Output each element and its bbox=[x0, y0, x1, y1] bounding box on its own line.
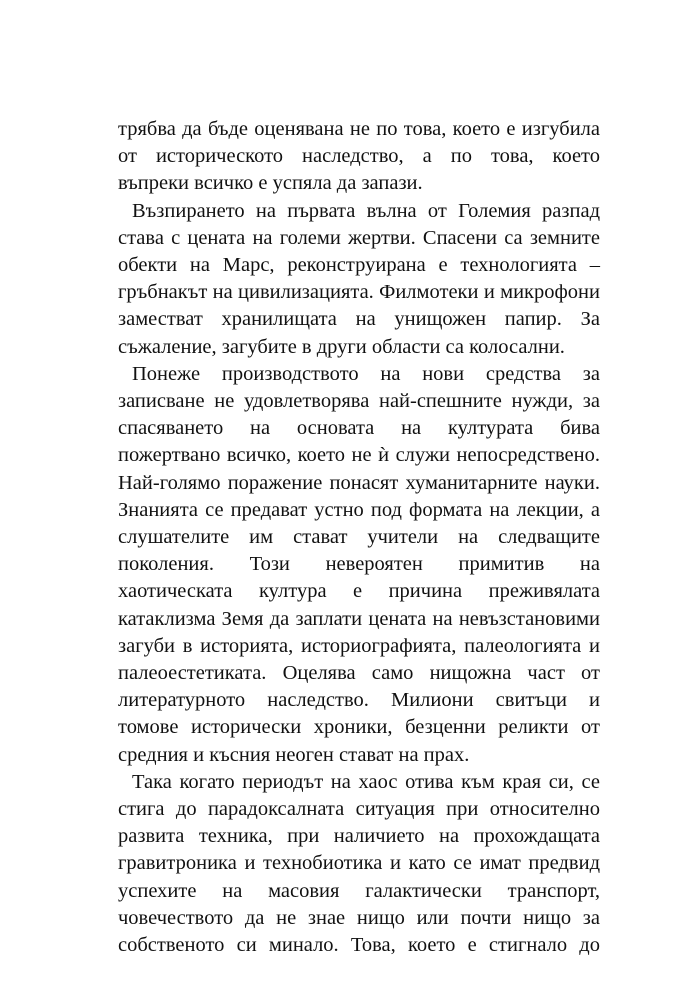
text-line: хаотическата култура е причина преживялата bbox=[118, 580, 600, 603]
text-line: гръбнакът на цивилизацията. Филмотеки и микрофони bbox=[118, 281, 600, 304]
text-line: трябва да бъде оценявана не по това, което е изгубила bbox=[118, 118, 600, 140]
text-line: въпреки всичко е успяла да запази. bbox=[118, 172, 423, 195]
text-line: пожертвано всичко, което не ѝ служи непосредствено. bbox=[118, 444, 600, 467]
text-line: катаклизма Земя да заплати цената на невъзстановими bbox=[118, 607, 600, 630]
text-line: палеоестетиката. Оцелява само нищожна част от bbox=[118, 662, 600, 685]
text-line: спасяването на основата на културата бива bbox=[118, 417, 600, 440]
text-line: човечеството да не знае нищо или почти нищо за bbox=[118, 906, 600, 929]
text-line: заместват хранилищата на унищожен папир. За bbox=[118, 308, 600, 331]
text-line: развита техника, при наличието на прохождащата bbox=[118, 825, 600, 848]
text-line: загуби в историята, историографията, палеологията и bbox=[118, 634, 600, 657]
paragraph-3 bbox=[118, 361, 600, 769]
text-line: собственото си минало. Това, което е стигнало до bbox=[118, 934, 600, 957]
text-line: поколения. Този невероятен примитив на bbox=[118, 553, 600, 576]
text-line: томове исторически хроники, безценни реликти от bbox=[118, 716, 600, 739]
text-line: става с цената на големи жертви. Спасени са земните bbox=[118, 226, 600, 249]
text-line: гравитроника и технобиотика и като се имат предвид bbox=[118, 852, 600, 875]
text-line: обекти на Марс, реконструирана е технологията – bbox=[118, 254, 600, 277]
text-line: Така когато периодът на хаос отива към края си, се bbox=[132, 770, 600, 793]
text-line: Знанията се предават устно под формата на лекции, а bbox=[118, 498, 600, 521]
paragraph-4 bbox=[118, 769, 600, 959]
text-line: слушателите им стават учители на следващите bbox=[118, 526, 600, 549]
body-text bbox=[118, 116, 600, 959]
text-line: от историческото наследство, а по това, което bbox=[118, 145, 600, 168]
text-line: литературното наследство. Милиони свитъци и bbox=[118, 689, 600, 712]
text-line: Понеже производството на нови средства за bbox=[132, 362, 600, 385]
text-line: успехите на масовия галактически транспорт, bbox=[118, 879, 600, 902]
paragraph-1 bbox=[118, 116, 600, 198]
text-line: стига до парадоксалната ситуация при относително bbox=[118, 798, 600, 821]
text-line: средния и късния неоген стават на прах. bbox=[118, 743, 470, 766]
text-line: Най-голямо поражение понасят хуманитарните науки. bbox=[118, 471, 600, 494]
text-line: записване не удовлетворява най-спешните нужди, за bbox=[118, 390, 600, 413]
text-line: съжаление, загубите в други области са колосални. bbox=[118, 335, 565, 358]
paragraph-2 bbox=[118, 198, 600, 361]
text-line: Възпирането на първата вълна от Големия разпад bbox=[132, 199, 600, 222]
